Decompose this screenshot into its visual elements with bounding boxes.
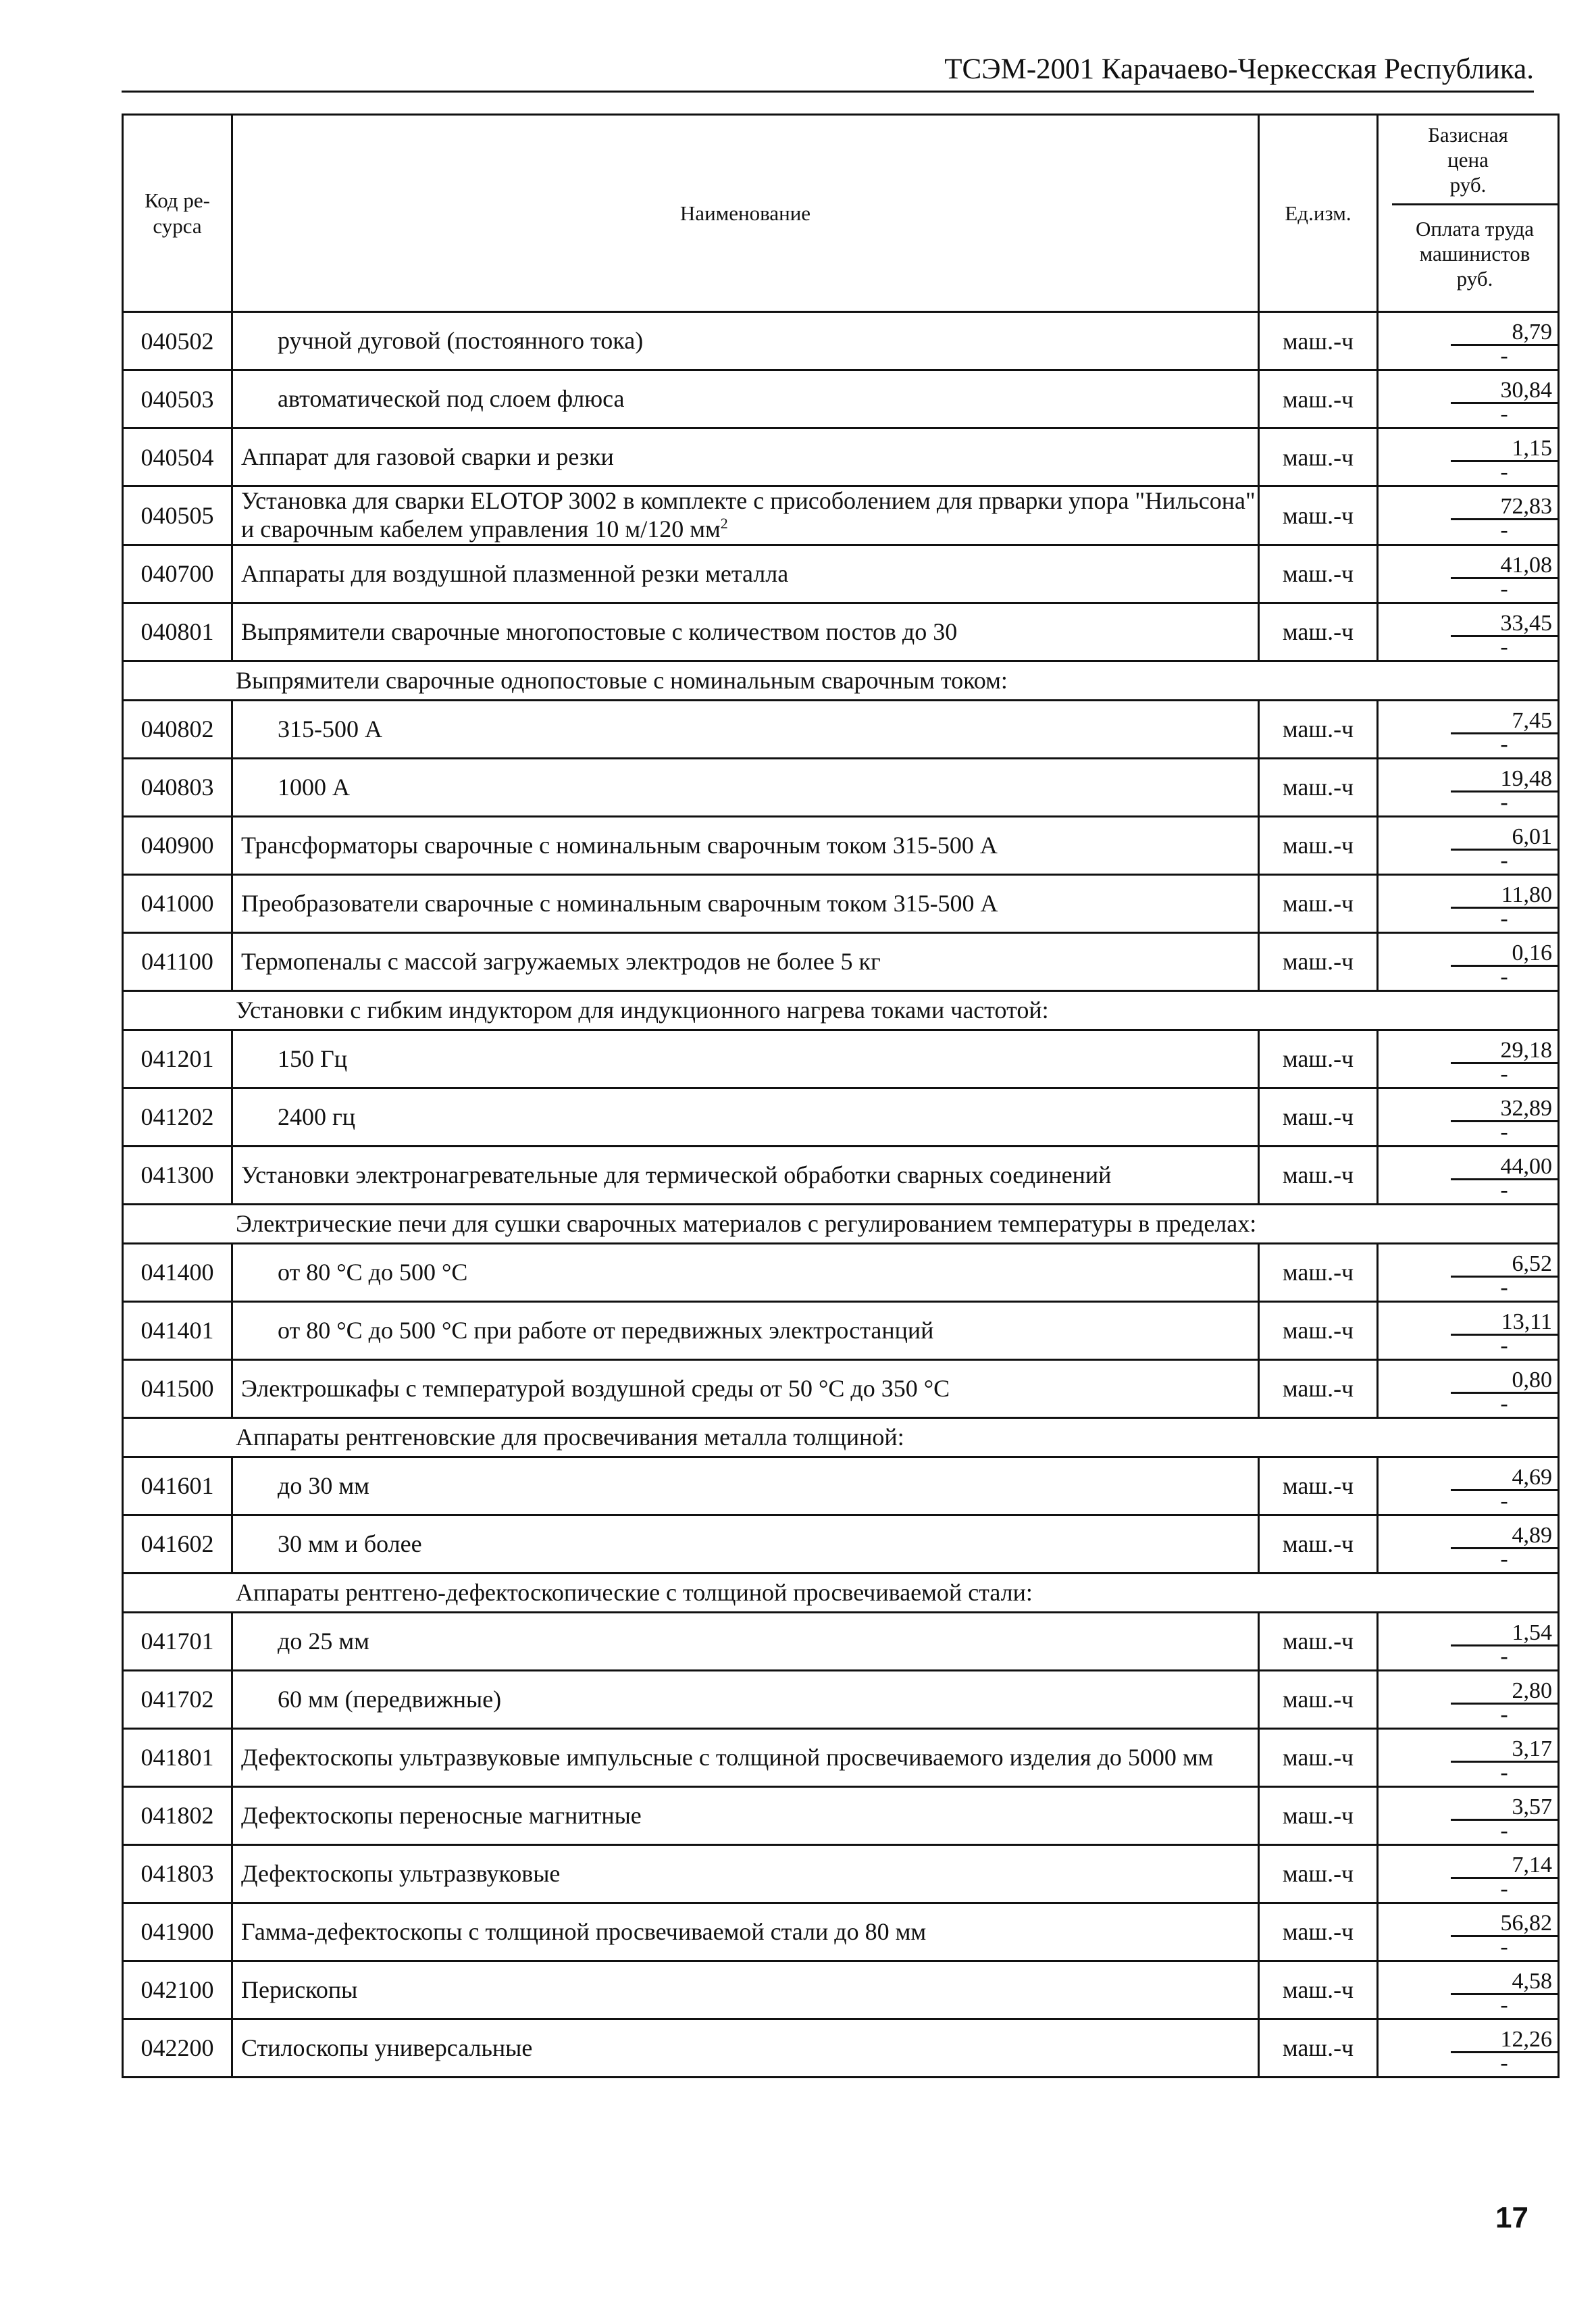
unit-of-measure: маш.-ч (1259, 874, 1378, 932)
operator-wage: - (1500, 1546, 1508, 1571)
table-group-row (123, 1573, 1559, 1612)
resource-code: 041400 (123, 1243, 232, 1301)
operator-wage: - (1500, 634, 1508, 659)
table-row (123, 700, 1559, 758)
resource-code: 040504 (123, 428, 232, 486)
table-row (123, 1301, 1559, 1359)
table-row (123, 1088, 1559, 1146)
unit-of-measure: маш.-ч (1259, 1515, 1378, 1573)
table-row (123, 1961, 1559, 2019)
operator-wage: - (1500, 459, 1508, 484)
resource-name-text: до 30 мм (278, 1472, 369, 1499)
table-row (123, 1728, 1559, 1786)
resource-name (232, 1903, 1259, 1961)
resource-name (232, 2019, 1259, 2077)
operator-wage: - (1500, 1643, 1508, 1669)
resource-code: 041100 (123, 932, 232, 990)
resource-name (232, 1301, 1259, 1359)
resource-name-text: Установки электронагревательные для термической обработки сварных соединений (241, 1161, 1112, 1188)
table-row (123, 370, 1559, 428)
resource-name-text: Преобразователи сварочные с номинальным сварочным током 315-500 А (241, 889, 998, 917)
base-price: 6,52 (1451, 1247, 1558, 1278)
price-table (122, 114, 1560, 2078)
table-row (123, 932, 1559, 990)
operator-wage: - (1500, 1701, 1508, 1727)
resource-name (232, 370, 1259, 428)
table-row (123, 1243, 1559, 1301)
column-header-base-price: Базисная цена руб. (1428, 123, 1508, 197)
table-row (123, 874, 1559, 932)
unit-of-measure: маш.-ч (1259, 1088, 1378, 1146)
base-price: 44,00 (1451, 1150, 1558, 1180)
unit-of-measure: маш.-ч (1259, 700, 1378, 758)
resource-name (232, 486, 1259, 545)
unit-of-measure: маш.-ч (1259, 1146, 1378, 1204)
table-group-row (123, 990, 1559, 1030)
resource-name (232, 428, 1259, 486)
unit-of-measure: маш.-ч (1259, 428, 1378, 486)
operator-wage: - (1500, 1876, 1508, 1901)
operator-wage: - (1500, 1934, 1508, 1959)
resource-name (232, 1359, 1259, 1417)
resource-code: 040801 (123, 603, 232, 661)
resource-name (232, 758, 1259, 816)
table-row (123, 1612, 1559, 1670)
resource-code: 040803 (123, 758, 232, 816)
base-price: 72,83 (1451, 490, 1558, 520)
table-row (123, 758, 1559, 816)
page-header-title: ТСЭМ-2001 Карачаево-Черкесская Республика. (944, 53, 1534, 85)
unit-of-measure: маш.-ч (1259, 1457, 1378, 1515)
base-price: 1,15 (1451, 432, 1558, 462)
table-row (123, 1670, 1559, 1728)
price-cell (1378, 486, 1559, 545)
table-row (123, 1359, 1559, 1417)
resource-code: 040900 (123, 816, 232, 874)
unit-of-measure: маш.-ч (1259, 2019, 1378, 2077)
base-price: 6,01 (1451, 820, 1558, 851)
base-price: 3,17 (1451, 1732, 1558, 1763)
price-cell (1378, 603, 1559, 661)
group-title: Установки с гибким индуктором для индукционного нагрева токами частотой: (123, 990, 1559, 1030)
resource-code: 042200 (123, 2019, 232, 2077)
table-row (123, 1457, 1559, 1515)
resource-code: 041500 (123, 1359, 232, 1417)
resource-name (232, 1515, 1259, 1573)
column-header-code: Код ре- сурса (123, 115, 232, 312)
price-cell (1378, 1961, 1559, 2019)
operator-wage: - (1500, 789, 1508, 815)
resource-name (232, 1612, 1259, 1670)
resource-name-text: от 80 °С до 500 °С при работе от передвижных электростанций (278, 1316, 934, 1344)
column-header-unit: Ед.изм. (1259, 115, 1378, 312)
resource-name-text: 30 мм и более (278, 1530, 422, 1557)
resource-name-text: Выпрямители сварочные многопостовые с количеством постов до 30 (241, 618, 958, 645)
operator-wage: - (1500, 963, 1508, 989)
column-header-operator-wage: Оплата труда машинистов руб. (1392, 203, 1558, 296)
resource-name-text: Аппараты для воздушной плазменной резки металла (241, 559, 789, 587)
price-cell (1378, 1243, 1559, 1301)
operator-wage: - (1500, 576, 1508, 601)
column-header-price (1378, 115, 1559, 312)
price-cell (1378, 2019, 1559, 2077)
resource-name (232, 1844, 1259, 1903)
operator-wage: - (1500, 343, 1508, 368)
price-cell (1378, 1457, 1559, 1515)
base-price: 0,16 (1451, 936, 1558, 967)
operator-wage: - (1500, 1119, 1508, 1145)
base-price: 12,26 (1451, 2023, 1558, 2053)
operator-wage: - (1500, 731, 1508, 757)
resource-name (232, 603, 1259, 661)
resource-code: 040505 (123, 486, 232, 545)
base-price: 19,48 (1451, 762, 1558, 793)
resource-code: 041601 (123, 1457, 232, 1515)
resource-code: 041702 (123, 1670, 232, 1728)
base-price: 30,84 (1451, 374, 1558, 404)
unit-of-measure: маш.-ч (1259, 603, 1378, 661)
table-group-row (123, 661, 1559, 700)
unit-of-measure: маш.-ч (1259, 1612, 1378, 1670)
base-price: 13,11 (1451, 1305, 1558, 1336)
resource-name (232, 1786, 1259, 1844)
price-cell (1378, 428, 1559, 486)
resource-name (232, 932, 1259, 990)
table-row (123, 1844, 1559, 1903)
unit-of-measure: маш.-ч (1259, 1786, 1378, 1844)
base-price: 7,14 (1451, 1848, 1558, 1879)
resource-name (232, 1088, 1259, 1146)
resource-code: 041801 (123, 1728, 232, 1786)
unit-of-measure: маш.-ч (1259, 1301, 1378, 1359)
price-cell (1378, 874, 1559, 932)
table-header-row (123, 115, 1559, 312)
price-cell (1378, 700, 1559, 758)
operator-wage: - (1500, 1992, 1508, 2017)
price-cell (1378, 312, 1559, 370)
price-cell (1378, 1728, 1559, 1786)
resource-code: 041000 (123, 874, 232, 932)
price-cell (1378, 932, 1559, 990)
column-header-name: Наименование (232, 115, 1259, 312)
unit-of-measure: маш.-ч (1259, 1844, 1378, 1903)
table-row (123, 312, 1559, 370)
resource-name-text: 60 мм (передвижные) (278, 1685, 502, 1713)
operator-wage: - (1500, 1817, 1508, 1843)
unit-of-measure: маш.-ч (1259, 1359, 1378, 1417)
resource-code: 041201 (123, 1030, 232, 1088)
resource-name (232, 1457, 1259, 1515)
resource-name-text: автоматической под слоем флюса (278, 384, 625, 412)
resource-name-text: 1000 А (278, 773, 350, 801)
resource-code: 041900 (123, 1903, 232, 1961)
price-cell (1378, 1844, 1559, 1903)
resource-name-text: Установка для сварки ELOTOP 3002 в комплекте с присоболением для прварки упора "Нильсона" и сварочным кабелем управления 10 м/120 мм (241, 487, 1256, 543)
operator-wage: - (1500, 2050, 1508, 2076)
group-title: Выпрямители сварочные однопостовые с номинальным сварочным током: (123, 661, 1559, 700)
resource-name-text: 315-500 А (278, 715, 382, 743)
table-group-row (123, 1204, 1559, 1243)
price-cell (1378, 545, 1559, 603)
resource-name (232, 1243, 1259, 1301)
resource-name-text: Аппарат для газовой сварки и резки (241, 443, 614, 470)
operator-wage: - (1500, 1177, 1508, 1203)
base-price: 3,57 (1451, 1790, 1558, 1821)
price-cell (1378, 1612, 1559, 1670)
resource-code: 040502 (123, 312, 232, 370)
price-cell (1378, 1146, 1559, 1204)
price-cell (1378, 816, 1559, 874)
table-row (123, 545, 1559, 603)
table-row (123, 1030, 1559, 1088)
base-price: 41,08 (1451, 549, 1558, 579)
price-cell (1378, 370, 1559, 428)
operator-wage: - (1500, 401, 1508, 426)
resource-code: 040700 (123, 545, 232, 603)
unit-of-measure: маш.-ч (1259, 816, 1378, 874)
base-price: 29,18 (1451, 1034, 1558, 1064)
table-body (123, 312, 1559, 2078)
resource-name (232, 1030, 1259, 1088)
table-row (123, 1903, 1559, 1961)
resource-name (232, 1670, 1259, 1728)
resource-name-text: 150 Гц (278, 1045, 348, 1072)
unit-of-measure: маш.-ч (1259, 486, 1378, 545)
unit-of-measure: маш.-ч (1259, 312, 1378, 370)
resource-name (232, 545, 1259, 603)
resource-name (232, 1728, 1259, 1786)
base-price: 11,80 (1451, 878, 1558, 909)
resource-code: 040503 (123, 370, 232, 428)
table-row (123, 603, 1559, 661)
operator-wage: - (1500, 1061, 1508, 1086)
table-row (123, 2019, 1559, 2077)
resource-name (232, 700, 1259, 758)
table-row (123, 1515, 1559, 1573)
page-number: 17 (1495, 2201, 1528, 2234)
base-price: 1,54 (1451, 1616, 1558, 1646)
resource-name-text: Дефектоскопы ультразвуковые (241, 1859, 561, 1887)
resource-code: 041202 (123, 1088, 232, 1146)
base-price: 7,45 (1451, 704, 1558, 734)
price-cell (1378, 1359, 1559, 1417)
unit-of-measure: маш.-ч (1259, 1728, 1378, 1786)
operator-wage: - (1500, 1488, 1508, 1513)
table-row (123, 1146, 1559, 1204)
unit-of-measure: маш.-ч (1259, 370, 1378, 428)
operator-wage: - (1500, 1274, 1508, 1300)
resource-code: 041300 (123, 1146, 232, 1204)
price-cell (1378, 1030, 1559, 1088)
base-price: 33,45 (1451, 607, 1558, 637)
resource-name (232, 874, 1259, 932)
operator-wage: - (1500, 1332, 1508, 1358)
base-price: 56,82 (1451, 1907, 1558, 1937)
unit-of-measure: маш.-ч (1259, 1670, 1378, 1728)
unit-superscript: 2 (720, 515, 728, 532)
resource-name-text: Термопеналы с массой загружаемых электродов не более 5 кг (241, 947, 881, 975)
price-cell (1378, 1670, 1559, 1728)
resource-code: 041401 (123, 1301, 232, 1359)
operator-wage: - (1500, 905, 1508, 931)
table-group-row (123, 1417, 1559, 1457)
unit-of-measure: маш.-ч (1259, 1961, 1378, 2019)
resource-code: 041803 (123, 1844, 232, 1903)
table-row (123, 486, 1559, 545)
operator-wage: - (1500, 1390, 1508, 1416)
base-price: 4,89 (1451, 1519, 1558, 1549)
resource-name (232, 1961, 1259, 2019)
resource-code: 042100 (123, 1961, 232, 2019)
resource-name-text: ручной дуговой (постоянного тока) (278, 326, 644, 354)
base-price: 8,79 (1451, 316, 1558, 346)
price-cell (1378, 1903, 1559, 1961)
resource-name-text: 2400 гц (278, 1103, 356, 1130)
resource-code: 041701 (123, 1612, 232, 1670)
resource-name (232, 1146, 1259, 1204)
table-row (123, 1786, 1559, 1844)
resource-name-text: Перископы (241, 1976, 358, 2003)
resource-name-text: Дефектоскопы ультразвуковые импульсные с толщиной просвечиваемого изделия до 5000 мм (241, 1743, 1214, 1771)
unit-of-measure: маш.-ч (1259, 1030, 1378, 1088)
base-price: 0,80 (1451, 1363, 1558, 1394)
base-price: 4,69 (1451, 1461, 1558, 1491)
operator-wage: - (1500, 1759, 1508, 1785)
resource-name (232, 312, 1259, 370)
table-row (123, 428, 1559, 486)
resource-name (232, 816, 1259, 874)
resource-name-text: Электрошкафы с температурой воздушной среды от 50 °С до 350 °С (241, 1374, 950, 1402)
unit-of-measure: маш.-ч (1259, 932, 1378, 990)
resource-name-text: Стилоскопы универсальные (241, 2034, 533, 2061)
resource-name-text: Трансформаторы сварочные с номинальным сварочным током 315-500 А (241, 831, 998, 859)
unit-of-measure: маш.-ч (1259, 1903, 1378, 1961)
resource-code: 040802 (123, 700, 232, 758)
header-rule (122, 91, 1534, 93)
price-cell (1378, 758, 1559, 816)
group-title: Электрические печи для сушки сварочных материалов с регулированием температуры в пределах: (123, 1204, 1559, 1243)
price-cell (1378, 1515, 1559, 1573)
resource-name-text: до 25 мм (278, 1627, 369, 1655)
unit-of-measure: маш.-ч (1259, 1243, 1378, 1301)
resource-code: 041602 (123, 1515, 232, 1573)
resource-code: 041802 (123, 1786, 232, 1844)
unit-of-measure: маш.-ч (1259, 545, 1378, 603)
resource-name-text: Гамма-дефектоскопы с толщиной просвечиваемой стали до 80 мм (241, 1917, 927, 1945)
operator-wage: - (1500, 518, 1508, 543)
operator-wage: - (1500, 847, 1508, 873)
price-cell (1378, 1786, 1559, 1844)
table-row (123, 816, 1559, 874)
base-price: 32,89 (1451, 1092, 1558, 1122)
group-title: Аппараты рентгеновские для просвечивания металла толщиной: (123, 1417, 1559, 1457)
unit-of-measure: маш.-ч (1259, 758, 1378, 816)
price-cell (1378, 1088, 1559, 1146)
resource-name-text: Дефектоскопы переносные магнитные (241, 1801, 642, 1829)
base-price: 2,80 (1451, 1674, 1558, 1705)
group-title: Аппараты рентгено-дефектоскопические с толщиной просвечиваемой стали: (123, 1573, 1559, 1612)
price-cell (1378, 1301, 1559, 1359)
base-price: 4,58 (1451, 1965, 1558, 1995)
resource-name-text: от 80 °С до 500 °С (278, 1258, 468, 1286)
